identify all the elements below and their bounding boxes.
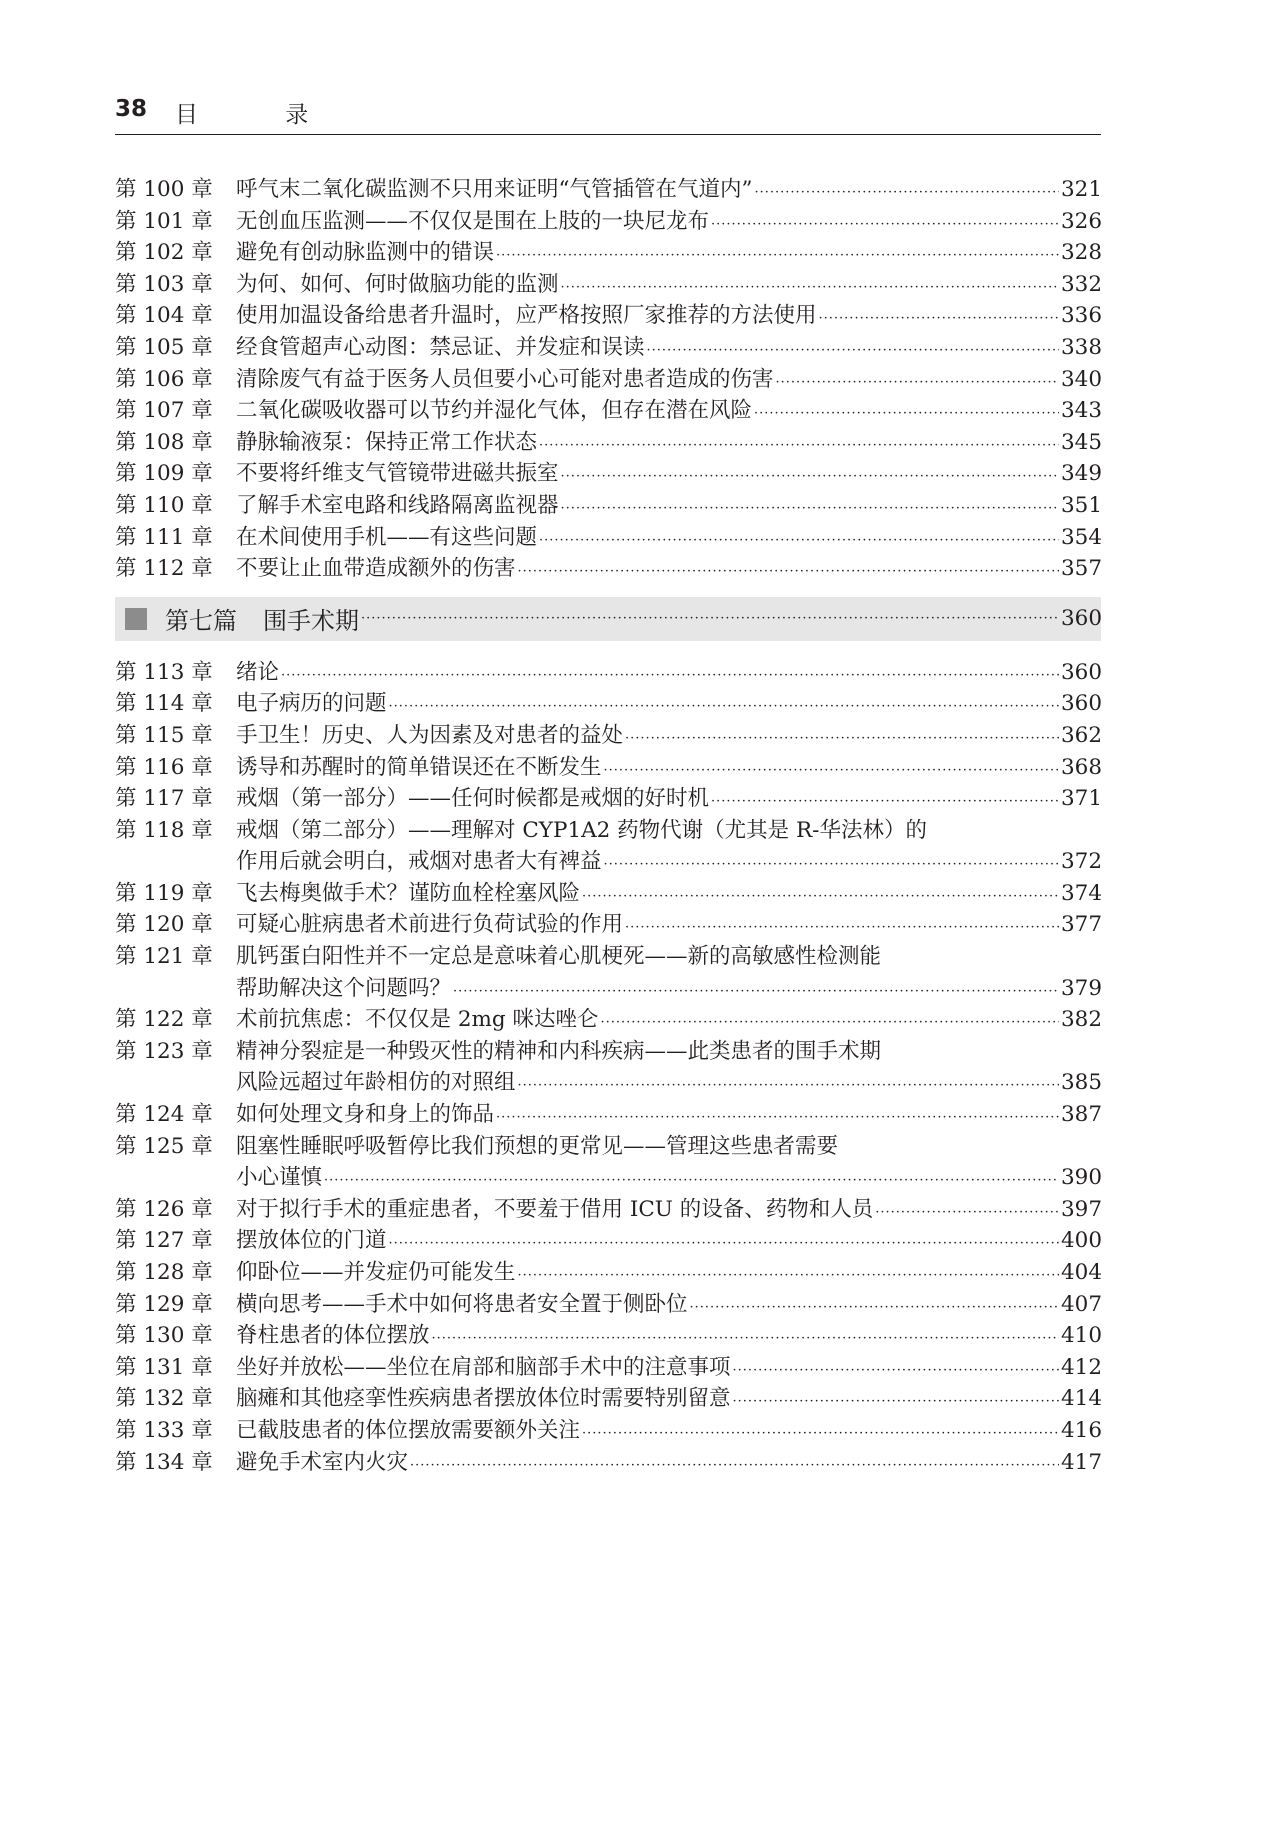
part-name: 围手术期 [263,607,359,636]
chapter-page: 410 [1061,1323,1103,1349]
chapter-number: 第 115 章 [115,722,213,748]
table-of-contents [115,172,1101,1476]
toc-entry [115,1192,1101,1224]
chapter-title: 戒烟（第一部分）——任何时候都是戒烟的好时机 [236,786,710,812]
dot-leader [281,668,1059,683]
dot-leader [755,185,1060,200]
dot-leader [561,280,1059,295]
chapter-number: 第 132 章 [115,1386,213,1412]
chapter-title-line1: 阻塞性睡眠呼吸暂停比我们预想的更常见——管理这些患者需要 [236,1133,839,1159]
toc-entry [115,456,1101,488]
toc-entry-125 [115,1129,1101,1192]
chapter-title: 二氧化碳吸收器可以节约并湿化气体，但存在潜在风险 [236,398,753,424]
chapter-page: 328 [1061,240,1103,266]
dot-leader [539,438,1059,453]
chapter-number: 第 116 章 [115,754,213,780]
chapter-page: 368 [1061,754,1103,780]
dot-leader [601,1015,1060,1030]
chapter-page: 345 [1061,429,1103,455]
chapter-title: 仰卧位——并发症仍可能发生 [236,1260,516,1285]
dot-leader [625,920,1059,935]
toc-entry [115,172,1101,204]
chapter-number: 第 117 章 [115,786,213,812]
chapter-title: 坐好并放松——坐位在肩部和脑部手术中的注意事项 [236,1354,731,1380]
dot-leader [733,1363,1059,1378]
chapter-title-line1: 戒烟（第二部分）——理解对 CYP1A2 药物代谢（尤其是 R-华法林）的 [236,817,927,843]
dot-leader [819,311,1059,326]
dot-leader [389,1236,1059,1251]
toc-entry [115,298,1101,330]
chapter-title: 不要将纤维支气管镜带进磁共振室 [236,461,559,487]
toc-entry [115,876,1101,908]
toc-entry [115,235,1101,267]
chapter-page: 360 [1061,691,1103,717]
toc-entry [115,425,1101,457]
chapter-page: 321 [1061,177,1103,202]
chapter-title: 诱导和苏醒时的简单错误还在不断发生 [236,754,602,780]
chapter-number: 第 124 章 [115,1102,213,1128]
chapter-page: 336 [1061,303,1103,329]
chapter-number: 第 133 章 [115,1417,213,1443]
chapter-title: 飞去梅奥做手术？谨防血栓栓塞风险 [236,880,581,906]
chapter-number: 第 104 章 [115,303,213,329]
chapter-page: 379 [1061,975,1103,1001]
chapter-page: 382 [1061,1007,1103,1033]
chapter-title-line2: 作用后就会明白，戒烟对患者大有裨益 [236,849,602,875]
toc-entry [115,907,1101,939]
chapter-page: 387 [1061,1102,1103,1128]
dot-leader [604,857,1059,872]
dot-leader [582,889,1059,904]
chapter-number: 第 112 章 [115,556,213,582]
chapter-title: 如何处理文身和身上的饰品 [236,1102,495,1128]
toc-entry-123 [115,1034,1101,1097]
dot-leader [361,611,1059,626]
chapter-title-line2: 风险远超过年龄相仿的对照组 [236,1070,516,1096]
toc-entry [115,655,1101,687]
chapter-page: 371 [1061,786,1103,812]
chapter-number: 第 113 章 [115,659,213,685]
toc-entry-121 [115,939,1101,1002]
dot-leader [754,406,1059,421]
toc-entry [115,393,1101,425]
dot-leader [389,699,1059,714]
chapter-number: 第 107 章 [115,398,213,424]
chapter-number: 第 119 章 [115,880,213,906]
dot-leader [711,794,1059,809]
toc-entry-118 [115,813,1101,876]
chapter-number: 第 120 章 [115,912,213,938]
chapter-title-line1: 精神分裂症是一种毁灭性的精神和内科疾病——此类患者的围手术期 [236,1038,882,1064]
part-marker [125,608,147,630]
toc-entry [115,1255,1101,1287]
chapter-page: 354 [1061,524,1103,550]
toc-group-1 [115,172,1101,583]
dot-leader [496,1110,1059,1125]
toc-entry-124 [115,1097,1101,1129]
chapter-title: 避免有创动脉监测中的错误 [236,240,495,266]
chapter-number: 第 129 章 [115,1291,213,1317]
toc-group-3 [115,876,1101,939]
chapter-title-line1: 肌钙蛋白阳性并不一定总是意味着心肌梗死——新的高敏感性检测能 [236,944,882,970]
chapter-number: 第 111 章 [115,524,213,550]
chapter-title: 无创血压监测——不仅仅是围在上肢的一块尼龙布 [236,208,710,234]
chapter-number: 第 128 章 [115,1260,213,1285]
dot-leader [604,763,1059,778]
chapter-title: 已截肢患者的体位摆放需要额外关注 [236,1417,581,1443]
chapter-page: 351 [1061,492,1103,518]
chapter-title: 对于拟行手术的重症患者，不要羞于借用 ICU 的设备、药物和人员 [236,1196,874,1222]
dot-leader [561,469,1059,484]
chapter-page: 343 [1061,398,1103,424]
dot-leader [518,564,1059,579]
dot-leader [625,731,1059,746]
toc-entry [115,686,1101,718]
chapter-page: 374 [1061,880,1103,906]
chapter-title: 脊柱患者的体位摆放 [236,1323,430,1349]
chapter-number: 第 110 章 [115,492,213,518]
dot-leader [776,375,1059,390]
part-label: 第七篇 [165,607,237,636]
chapter-title: 使用加温设备给患者升温时，应严格按照厂家推荐的方法使用 [236,303,817,329]
dot-leader [453,984,1059,999]
toc-entry [115,1318,1101,1350]
chapter-title: 摆放体位的门道 [236,1228,387,1254]
chapter-page: 385 [1061,1070,1103,1096]
chapter-title: 术前抗焦虑：不仅仅是 2mg 咪达唑仑 [236,1007,599,1033]
dot-leader [690,1300,1059,1315]
toc-entry [115,750,1101,782]
chapter-number: 第 101 章 [115,208,213,234]
toc-entry [115,1413,1101,1445]
toc-group-2 [115,655,1101,813]
chapter-number: 第 123 章 [115,1038,213,1064]
toc-group-4 [115,1192,1101,1476]
toc-entry [115,520,1101,552]
toc-entry [115,1223,1101,1255]
dot-leader [647,343,1059,358]
chapter-page: 416 [1061,1417,1103,1443]
dot-leader [711,217,1059,232]
dot-leader [733,1394,1059,1409]
dot-leader [496,248,1059,263]
chapter-page: 407 [1061,1291,1103,1317]
chapter-number: 第 125 章 [115,1133,213,1159]
chapter-title: 为何、如何、何时做脑功能的监测 [236,271,559,297]
chapter-title: 电子病历的问题 [236,691,387,717]
chapter-number: 第 109 章 [115,461,213,487]
chapter-page: 412 [1061,1354,1103,1380]
dot-leader [561,501,1059,516]
toc-entry [115,488,1101,520]
toc-entry [115,1350,1101,1382]
chapter-page: 417 [1061,1449,1103,1475]
toc-entry [115,551,1101,583]
toc-entry [115,1445,1101,1477]
dot-leader [518,1078,1059,1093]
chapter-title: 了解手术室电路和线路隔离监视器 [236,492,559,518]
chapter-page: 372 [1061,849,1103,875]
dot-leader [432,1331,1059,1346]
dot-leader [875,1205,1059,1220]
toc-entry [115,1287,1101,1319]
chapter-page: 390 [1061,1165,1103,1191]
toc-entry [115,267,1101,299]
chapter-title: 清除废气有益于医务人员但要小心可能对患者造成的伤害 [236,366,774,392]
toc-entry [115,718,1101,750]
chapter-title: 呼气末二氧化碳监测不只用来证明“气管插管在气道内” [236,177,753,202]
chapter-title-line2: 小心谨慎 [236,1165,323,1191]
part-page: 360 [1061,606,1103,632]
toc-entry [115,362,1101,394]
chapter-number: 第 103 章 [115,271,213,297]
chapter-page: 404 [1061,1260,1103,1285]
chapter-page: 326 [1061,208,1103,234]
chapter-number: 第 118 章 [115,817,213,843]
toc-entry [115,781,1101,813]
dot-leader [410,1458,1059,1473]
chapter-number: 第 127 章 [115,1228,213,1254]
chapter-title: 可疑心脏病患者术前进行负荷试验的作用 [236,912,624,938]
chapter-title: 绪论 [236,659,280,685]
toc-entry-122 [115,1002,1101,1034]
chapter-number: 第 131 章 [115,1354,213,1380]
page-number: 38 [115,96,148,122]
dot-leader [324,1173,1059,1188]
chapter-number: 第 108 章 [115,429,213,455]
chapter-title: 脑瘫和其他痉挛性疾病患者摆放体位时需要特别留意 [236,1386,731,1412]
chapter-number: 第 102 章 [115,240,213,266]
chapter-page: 349 [1061,461,1103,487]
chapter-number: 第 114 章 [115,691,213,717]
dot-leader [582,1426,1059,1441]
chapter-page: 414 [1061,1386,1103,1412]
chapter-number: 第 106 章 [115,366,213,392]
toc-entry [115,1381,1101,1413]
dot-leader [539,533,1059,548]
chapter-number: 第 126 章 [115,1196,213,1222]
chapter-number: 第 100 章 [115,177,213,202]
chapter-page: 332 [1061,271,1103,297]
chapter-page: 377 [1061,912,1103,938]
part-heading [115,597,1101,641]
chapter-page: 360 [1061,659,1103,685]
chapter-number: 第 134 章 [115,1449,213,1475]
page-header [115,92,1101,135]
chapter-page: 338 [1061,334,1103,360]
dot-leader [518,1268,1059,1283]
chapter-title: 横向思考——手术中如何将患者安全置于侧卧位 [236,1291,688,1317]
chapter-title: 静脉输液泵：保持正常工作状态 [236,429,538,455]
chapter-page: 357 [1061,556,1103,582]
header-title: 目 录 [175,102,349,128]
chapter-page: 397 [1061,1196,1103,1222]
chapter-page: 400 [1061,1228,1103,1254]
chapter-page: 362 [1061,722,1103,748]
toc-entry [115,204,1101,236]
chapter-title-line2: 帮助解决这个问题吗？ [236,975,452,1001]
chapter-title: 不要让止血带造成额外的伤害 [236,556,516,582]
chapter-title: 在术间使用手机——有这些问题 [236,524,538,550]
chapter-title: 避免手术室内火灾 [236,1449,409,1475]
chapter-number: 第 130 章 [115,1323,213,1349]
chapter-number: 第 122 章 [115,1007,213,1033]
chapter-title: 经食管超声心动图：禁忌证、并发症和误读 [236,334,645,360]
toc-entry [115,330,1101,362]
chapter-number: 第 121 章 [115,944,213,970]
chapter-page: 340 [1061,366,1103,392]
chapter-number: 第 105 章 [115,334,213,360]
chapter-title: 手卫生！历史、人为因素及对患者的益处 [236,722,624,748]
